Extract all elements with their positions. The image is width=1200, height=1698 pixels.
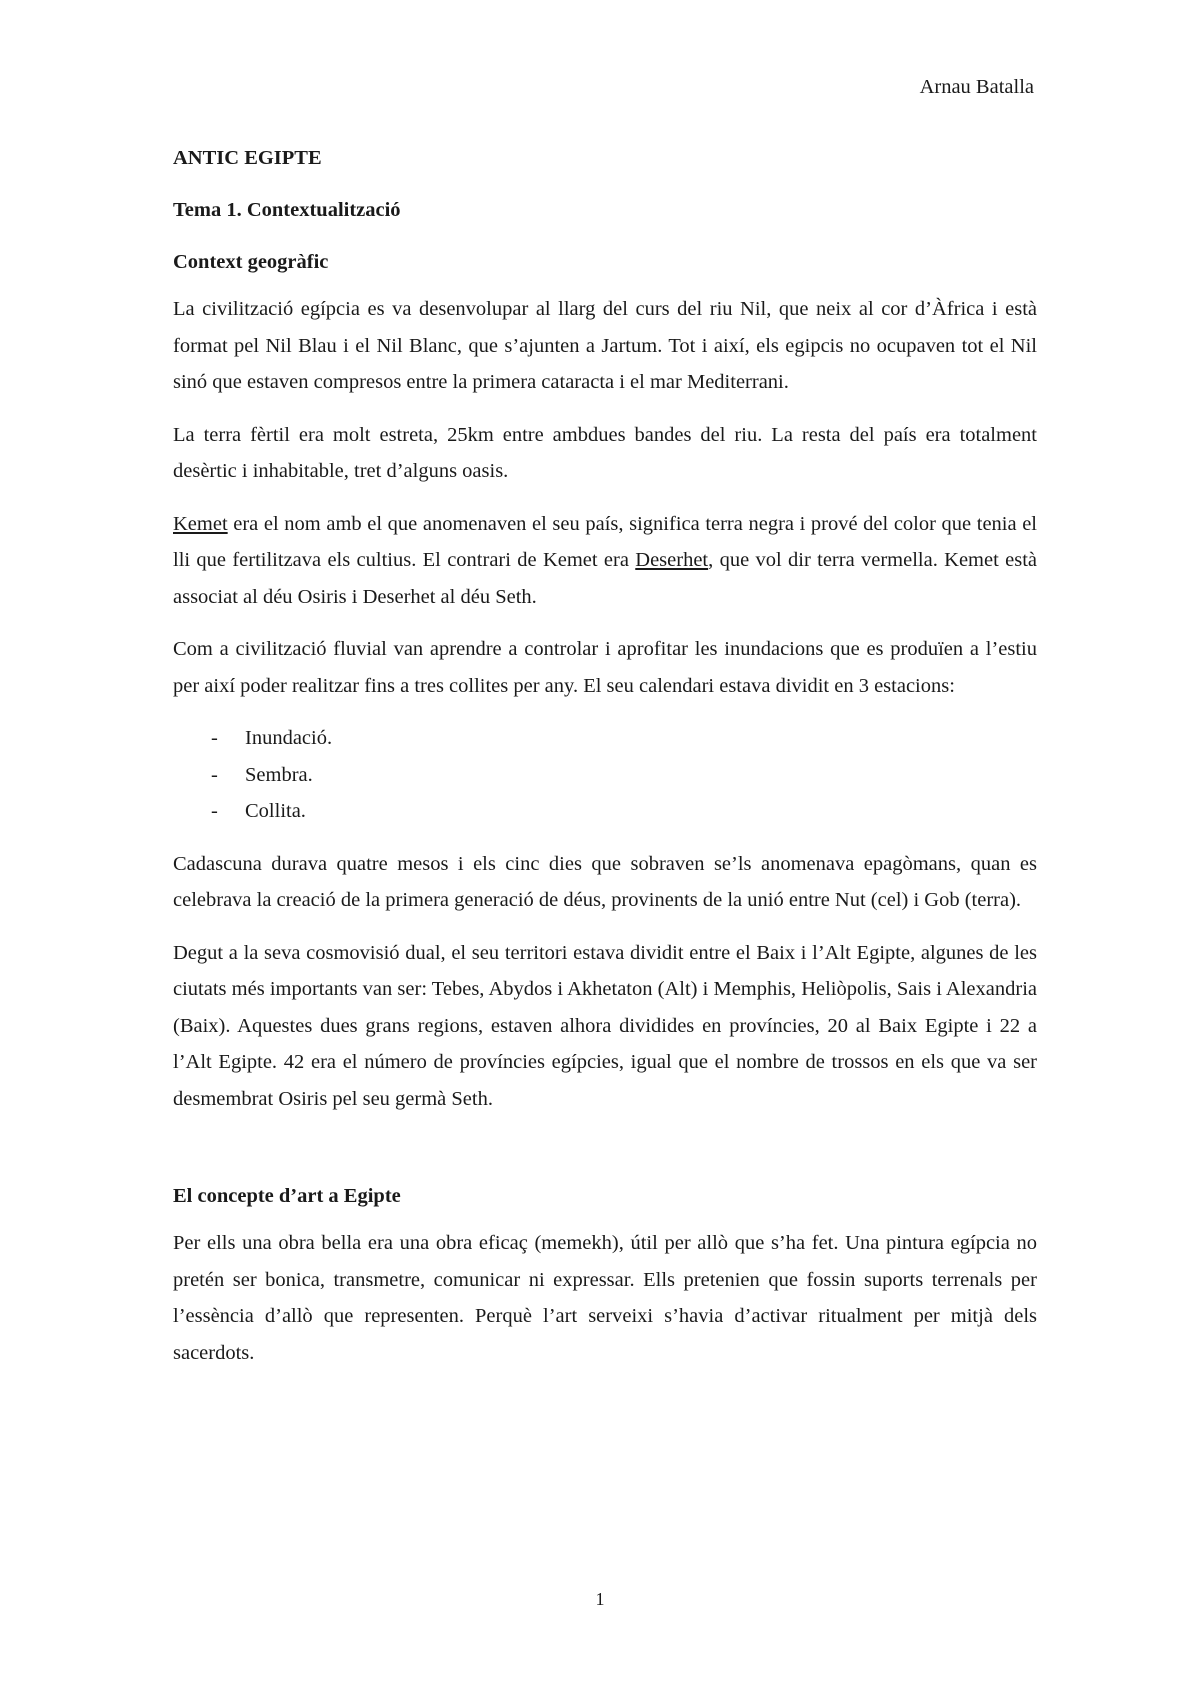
document-body <box>173 143 1037 1387</box>
term-kemet: Kemet <box>173 512 228 535</box>
section-heading-context-geografic: Context geogràfic <box>173 251 329 273</box>
paragraph-epagomans: Cadascuna durava quatre mesos i els cinc dies que sobraven se’ls anomenava epagòmans, quan es celebrava la creació de la primera generació de déus, provinents de la unió entre Nut (cel) i Gob (terra). <box>173 852 1037 911</box>
document-subtitle: Tema 1. Contextualització <box>173 199 401 221</box>
seasons-list <box>173 720 1037 830</box>
list-item <box>173 793 1037 830</box>
list-item <box>173 720 1037 757</box>
list-bullet: - <box>211 800 218 822</box>
list-item-text: Collita. <box>245 800 306 822</box>
paragraph-civilitzacio-fluvial: Com a civilització fluvial van aprendre a controlar i aprofitar les inundacions que es produïen a l’estiu per així poder realitzar fins a tres collites per any. El seu calendari estava dividit en 3 estacions: <box>173 638 1037 697</box>
list-item <box>173 757 1037 794</box>
list-bullet: - <box>211 763 218 786</box>
term-deserhet: Deserhet <box>635 549 709 571</box>
paragraph-terra-fertil: La terra fèrtil era molt estreta, 25km entre ambdues bandes del riu. La resta del país era totalment desèrtic i inhabitable, tret d’alguns oasis. <box>173 423 1037 482</box>
list-item-text: Sembra. <box>245 763 313 786</box>
paragraph-obra-bella: Per ells una obra bella era una obra eficaç (memekh), útil per allò que s’ha fet. Una pintura egípcia no pretén ser bonica, transmetre, comunicar ni expressar. Ells pretenien que fossin suports terrenals per l’essència d’allò que representen. Perquè l’art serveixi s’havia d’activar ritualment per mitjà dels sacerdots. <box>173 1232 1037 1364</box>
paragraph-nil: La civilització egípcia es va desenvolupar al llarg del curs del riu Nil, que neix al cor d’Àfrica i està format pel Nil Blau i el Nil Blanc, que s’ajunten a Jartum. Tot i així, els egipcis no ocupaven tot el Nil sinó que estaven compresos entre la primera cataracta i el mar Mediterrani. <box>173 298 1037 393</box>
paragraph-kemet <box>173 506 1037 616</box>
section-heading-concepte-art: El concepte d’art a Egipte <box>173 1185 401 1207</box>
header-author: Arnau Batalla <box>919 76 1034 98</box>
paragraph-cosmovisio-dual: Degut a la seva cosmovisió dual, el seu territori estava dividit entre el Baix i l’Alt Egipte, algunes de les ciutats més importants van ser: Tebes, Abydos i Akhetaton (Alt) i Memphis, Heliòpolis, Sais i Alexandria (Baix). Aquestes dues grans regions, estaven alhora dividides en províncies, 20 al Baix Egipte i 22 a l’Alt Egipte. 42 era el número de províncies egípcies, igual que el nombre de trossos en els que va ser desmembrat Osiris pel seu germà Seth. <box>173 941 1037 1110</box>
list-bullet: - <box>211 727 218 749</box>
paragraph-kemet-text-1: era el nom amb el que anomenaven el seu país, significa terra negra i prové del color que tenia el lli que fertilitzava els cultius. El contrari de Kemet era <box>173 512 1037 571</box>
paragraph-kemet-text-2: , que vol dir terra vermella. Kemet està associat al déu Osiris i Deserhet al déu Seth. <box>173 549 1037 608</box>
document-title: ANTIC EGIPTE <box>173 147 322 169</box>
list-item-text: Inundació. <box>245 727 333 749</box>
page-number: 1 <box>595 1589 605 1609</box>
